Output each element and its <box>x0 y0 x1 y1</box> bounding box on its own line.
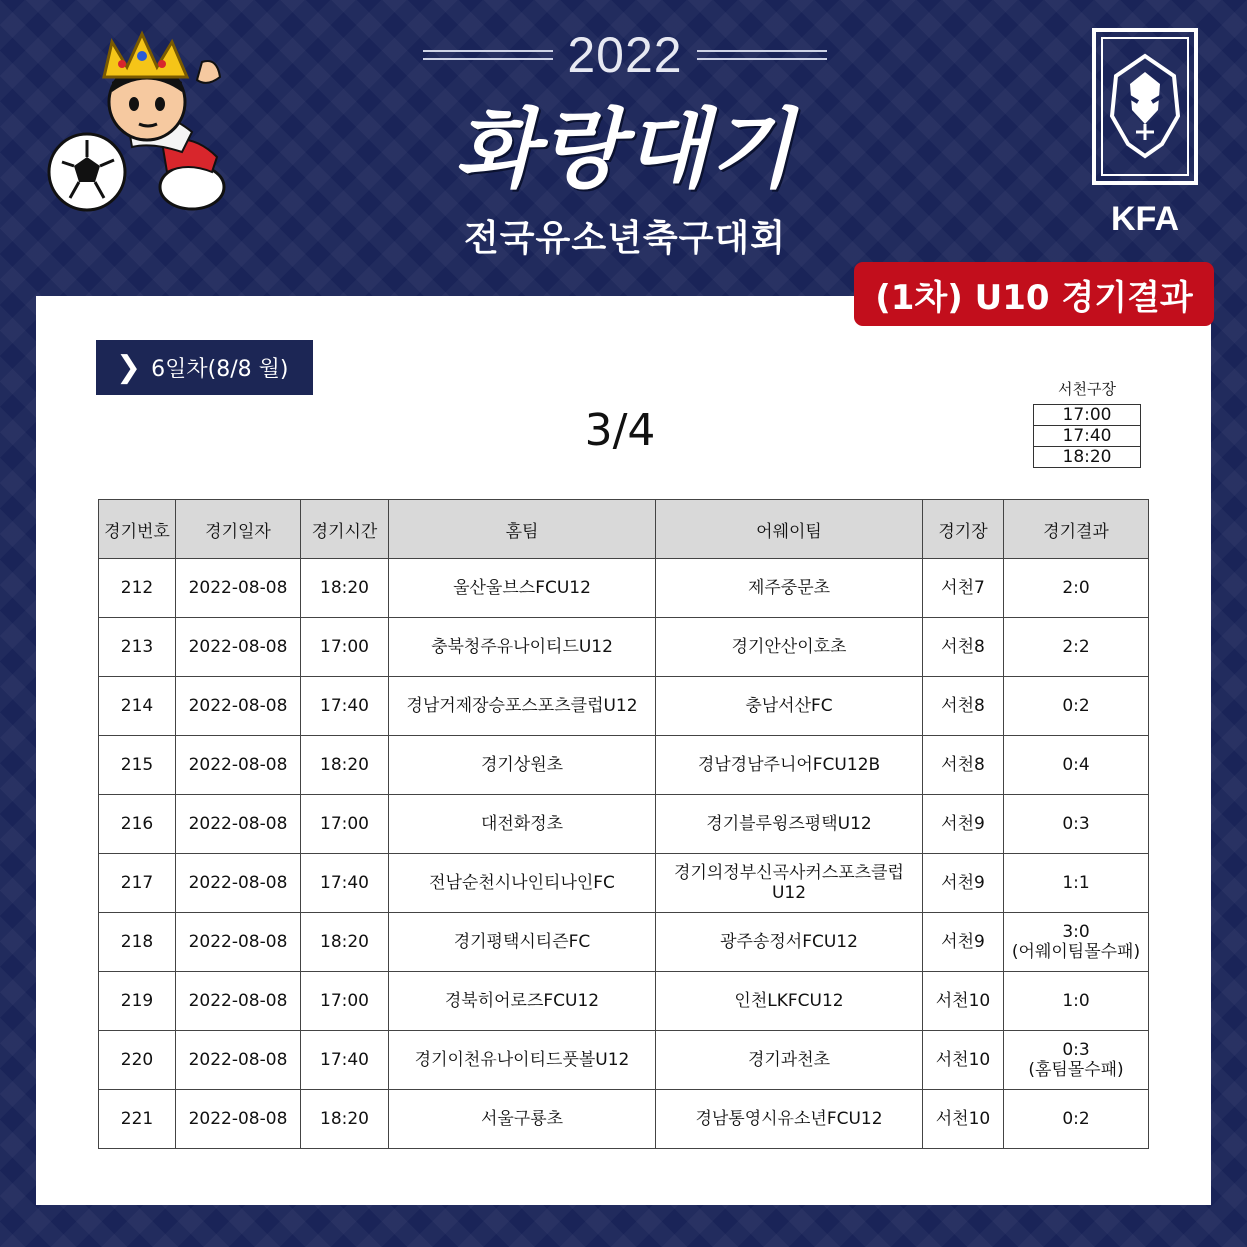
match-result-text: 0:2 <box>1062 1109 1090 1129</box>
header-match-no: 경기번호 <box>99 500 176 559</box>
field-name <box>923 618 1004 677</box>
away-team <box>656 559 923 618</box>
match-result <box>1004 736 1149 795</box>
chevron-right-icon: ❯ <box>116 349 142 385</box>
home-team <box>389 1031 656 1090</box>
match-date-text: 2022-08-08 <box>188 814 288 834</box>
match-number-text: 214 <box>120 696 154 716</box>
match-result-text: 0:3 <box>1062 814 1090 834</box>
home-team-text: 울산울브스FCU12 <box>453 578 591 598</box>
match-date-text: 2022-08-08 <box>188 1050 288 1070</box>
event-subtitle: 전국유소년축구대회 <box>464 218 786 259</box>
venue-times <box>1033 404 1141 468</box>
match-date-text: 2022-08-08 <box>188 932 288 952</box>
away-team-text: 충남서산FC <box>745 696 833 716</box>
home-team <box>389 677 656 736</box>
year-row <box>390 20 860 90</box>
home-team <box>389 854 656 913</box>
field-name <box>923 677 1004 736</box>
header-field: 경기장 <box>923 500 1004 559</box>
result-title-badge: (1차) U10 경기결과 <box>854 262 1214 326</box>
away-team <box>656 795 923 854</box>
away-team <box>656 677 923 736</box>
match-number <box>99 618 176 677</box>
result-note: (어웨이팀몰수패) <box>1011 942 1141 962</box>
home-team <box>389 736 656 795</box>
home-team <box>389 972 656 1031</box>
match-date-text: 2022-08-08 <box>188 696 288 716</box>
match-time-text: 18:20 <box>320 755 369 775</box>
away-team-text: 경남경남주니어FCU12B <box>697 755 881 775</box>
home-team <box>389 559 656 618</box>
match-date-text: 2022-08-08 <box>188 637 288 657</box>
home-team-text: 대전화정초 <box>480 814 564 834</box>
table-row <box>99 736 1149 795</box>
field-name-text: 서천10 <box>935 1050 991 1070</box>
match-number <box>99 1031 176 1090</box>
match-number <box>99 736 176 795</box>
match-result-text: 0:3 <box>1062 1040 1090 1060</box>
match-number <box>99 559 176 618</box>
table-row <box>99 972 1149 1031</box>
table-row <box>99 854 1149 913</box>
field-name-text: 서천9 <box>941 814 985 834</box>
header-match-time: 경기시간 <box>301 500 389 559</box>
field-name <box>923 1090 1004 1149</box>
match-time-text: 17:00 <box>320 991 369 1011</box>
field-name <box>923 736 1004 795</box>
match-number <box>99 1090 176 1149</box>
event-title: 화랑대기 <box>454 99 796 200</box>
field-name-text: 서천10 <box>935 1109 991 1129</box>
match-time-text: 17:40 <box>320 1050 369 1070</box>
header-result: 경기결과 <box>1004 500 1149 559</box>
away-team-text: 경기과천초 <box>747 1050 831 1070</box>
field-name-text: 서천10 <box>935 991 991 1011</box>
venue-schedule <box>1033 378 1141 468</box>
home-team <box>389 913 656 972</box>
field-name-text: 서천9 <box>941 873 985 893</box>
match-number <box>99 677 176 736</box>
match-time <box>301 795 389 854</box>
field-name <box>923 1031 1004 1090</box>
home-team-text: 경기이천유나이티드풋볼U12 <box>414 1050 630 1070</box>
away-team <box>656 913 923 972</box>
match-time <box>301 736 389 795</box>
field-name-text: 서천9 <box>941 932 985 952</box>
match-result-text: 2:0 <box>1062 578 1090 598</box>
event-year: 2022 <box>567 27 683 83</box>
venue-time: 17:40 <box>1034 425 1140 446</box>
day-badge <box>96 340 313 395</box>
match-number <box>99 854 176 913</box>
venue-time: 17:00 <box>1062 405 1112 425</box>
decorative-line-right <box>697 50 827 60</box>
home-team-text: 경기평택시티즌FC <box>453 932 591 952</box>
match-number-text: 217 <box>120 873 154 893</box>
table-row <box>99 559 1149 618</box>
match-number <box>99 972 176 1031</box>
table-row <box>99 618 1149 677</box>
match-result-text: 0:2 <box>1062 696 1090 716</box>
match-time-text: 17:40 <box>320 696 369 716</box>
match-time-text: 18:20 <box>320 932 369 952</box>
match-date <box>176 854 301 913</box>
results-table <box>98 499 1149 1149</box>
match-date-text: 2022-08-08 <box>188 578 288 598</box>
table-header-row <box>99 500 1149 559</box>
match-number <box>99 913 176 972</box>
match-date <box>176 972 301 1031</box>
match-result-text: 2:2 <box>1062 637 1090 657</box>
match-time <box>301 854 389 913</box>
tiger-emblem-icon <box>1088 24 1202 189</box>
field-name <box>923 795 1004 854</box>
kfa-logo <box>1088 24 1202 236</box>
match-number-text: 220 <box>120 1050 154 1070</box>
match-date <box>176 559 301 618</box>
away-team-text: 경기안산이호초 <box>731 637 847 657</box>
header-home-team: 홈팀 <box>389 500 656 559</box>
page-indicator: 3/4 <box>584 405 656 456</box>
away-team <box>656 1031 923 1090</box>
match-time <box>301 618 389 677</box>
match-result <box>1004 618 1149 677</box>
match-result <box>1004 913 1149 972</box>
away-team-text: 제주중문초 <box>747 578 831 598</box>
match-date-text: 2022-08-08 <box>188 873 288 893</box>
match-result-text: 0:4 <box>1062 755 1090 775</box>
match-date <box>176 795 301 854</box>
match-result <box>1004 795 1149 854</box>
match-time-text: 17:00 <box>320 814 369 834</box>
match-date-text: 2022-08-08 <box>188 755 288 775</box>
away-team-text: 광주송정서FCU12 <box>720 932 858 952</box>
match-result <box>1004 854 1149 913</box>
match-time <box>301 559 389 618</box>
field-name <box>923 972 1004 1031</box>
match-time-text: 17:40 <box>320 873 369 893</box>
match-date <box>176 736 301 795</box>
header-away-team: 어웨이팀 <box>656 500 923 559</box>
home-team-text: 경남거제장승포스포츠클럽U12 <box>406 696 638 716</box>
away-team <box>656 1090 923 1149</box>
match-time-text: 17:00 <box>320 637 369 657</box>
field-name-text: 서천8 <box>941 755 985 775</box>
match-time <box>301 1031 389 1090</box>
field-name-text: 서천8 <box>941 637 985 657</box>
match-time <box>301 972 389 1031</box>
event-header <box>390 20 860 261</box>
field-name <box>923 854 1004 913</box>
home-team-text: 경북히어로즈FCU12 <box>444 991 600 1011</box>
match-date <box>176 618 301 677</box>
match-date <box>176 677 301 736</box>
match-date <box>176 1031 301 1090</box>
match-date-text: 2022-08-08 <box>188 991 288 1011</box>
match-result <box>1004 1031 1149 1090</box>
match-result <box>1004 1090 1149 1149</box>
decorative-line-left <box>423 50 553 60</box>
match-result <box>1004 559 1149 618</box>
match-result-text: 1:1 <box>1062 873 1090 893</box>
match-date <box>176 913 301 972</box>
table-row <box>99 1031 1149 1090</box>
away-team <box>656 972 923 1031</box>
match-date <box>176 1090 301 1149</box>
venue-title: 서천구장 <box>1058 380 1116 398</box>
home-team-text: 경기상원초 <box>480 755 564 775</box>
field-name <box>923 913 1004 972</box>
match-time <box>301 1090 389 1149</box>
match-result <box>1004 972 1149 1031</box>
home-team <box>389 618 656 677</box>
match-result-text: 3:0 <box>1062 922 1090 942</box>
table-row <box>99 913 1149 972</box>
away-team-text: 경기의정부신곡사커스포츠클럽U12 <box>674 863 904 903</box>
day-label: 6일차(8/8 월) <box>151 357 289 382</box>
home-team-text: 충북청주유나이티드U12 <box>431 637 613 657</box>
match-result <box>1004 677 1149 736</box>
result-note: (홈팀몰수패) <box>1028 1060 1124 1080</box>
table-body <box>99 559 1149 1149</box>
home-team-text: 서울구룡초 <box>480 1109 564 1129</box>
match-time <box>301 913 389 972</box>
match-number-text: 221 <box>120 1109 154 1129</box>
header-match-date: 경기일자 <box>176 500 301 559</box>
field-name-text: 서천7 <box>941 578 985 598</box>
home-team <box>389 795 656 854</box>
match-number-text: 213 <box>120 637 154 657</box>
home-team-text: 전남순천시나인티나인FC <box>429 873 615 893</box>
match-time <box>301 677 389 736</box>
away-team <box>656 618 923 677</box>
table-row <box>99 677 1149 736</box>
away-team <box>656 854 923 913</box>
match-number <box>99 795 176 854</box>
match-number-text: 216 <box>120 814 154 834</box>
field-name-text: 서천8 <box>941 696 985 716</box>
table-row <box>99 795 1149 854</box>
match-time-text: 18:20 <box>320 1109 369 1129</box>
venue-time: 18:20 <box>1034 446 1140 467</box>
match-number-text: 215 <box>120 755 154 775</box>
away-team-text: 인천LKFCU12 <box>734 991 844 1011</box>
match-time-text: 18:20 <box>320 578 369 598</box>
match-number-text: 218 <box>120 932 154 952</box>
match-date-text: 2022-08-08 <box>188 1109 288 1129</box>
mascot-illustration <box>42 22 242 222</box>
match-number-text: 212 <box>120 578 154 598</box>
field-name <box>923 559 1004 618</box>
home-team <box>389 1090 656 1149</box>
match-number-text: 219 <box>120 991 154 1011</box>
away-team-text: 경기블루윙즈평택U12 <box>706 814 872 834</box>
kfa-text: KFA <box>1111 200 1179 238</box>
table-row <box>99 1090 1149 1149</box>
away-team <box>656 736 923 795</box>
match-result-text: 1:0 <box>1062 991 1090 1011</box>
away-team-text: 경남통영시유소년FCU12 <box>695 1109 883 1129</box>
